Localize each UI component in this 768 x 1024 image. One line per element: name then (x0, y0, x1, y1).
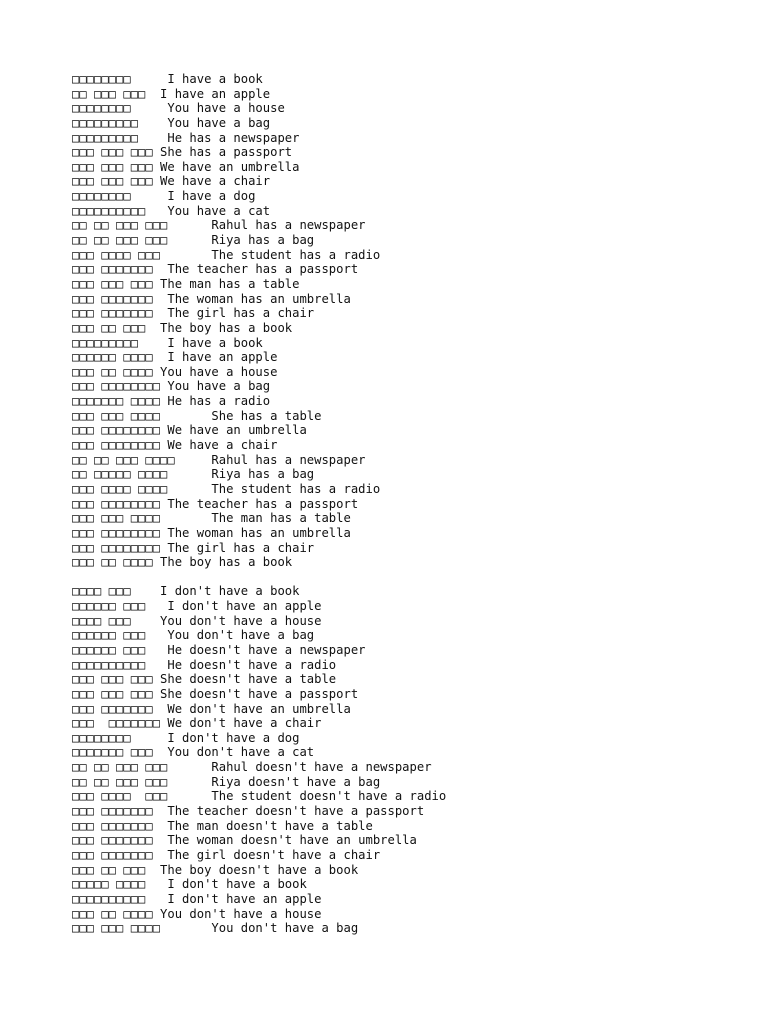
sentence-line: □□□ □□ □□□□ The boy has a book (72, 555, 293, 570)
sentence-line: □□□ □□□□□□□□ You have a bag (72, 379, 271, 394)
sentence-line: □□□□□□□ □□□□ He has a radio (72, 394, 271, 409)
sentence-line: □□ □□ □□□ □□□□ Rahul has a newspaper (72, 452, 366, 467)
sentence-line: □□□ □□ □□□ The boy has a book (72, 320, 293, 335)
sentence-line: □□□ □□□□□□□ The man doesn't have a table (72, 818, 373, 833)
sentence-line: □□□ □□□□ □□□ The student has a radio (72, 247, 381, 262)
sentence-line: □□□□□□ □□□ You don't have a bag (72, 628, 315, 643)
sentence-line: □□□ □□□□□□□ The teacher doesn't have a passport (72, 804, 425, 819)
sentence-line: □□ □□ □□□ □□□ Rahul doesn't have a newspaper (72, 760, 432, 775)
sentence-line: □□□□□□□ □□□ You don't have a cat (72, 745, 315, 760)
sentence-line: □□□ □□ □□□ The boy doesn't have a book (72, 862, 359, 877)
sentence-line: □□□□□□□□ I have a book (72, 72, 263, 86)
blank-line (72, 570, 446, 585)
sentence-line: □□ □□ □□□ □□□ Riya doesn't have a bag (72, 774, 381, 789)
sentence-line: □□ □□ □□□ □□□ Rahul has a newspaper (72, 218, 366, 233)
sentence-line: □□□□□□□□□ He has a newspaper (72, 130, 300, 145)
sentence-line: □□ □□ □□□ □□□ Riya has a bag (72, 233, 315, 248)
sentence-line: □□□ □□ □□□□ You don't have a house (72, 906, 322, 921)
sentence-line: □□□□□□ □□□ He doesn't have a newspaper (72, 642, 366, 657)
sentence-line: □□□ □□□□□□□□ We have a chair (72, 438, 278, 453)
sentence-line: □□□□□□ □□□ I don't have an apple (72, 599, 322, 614)
sentence-line: □□□ □□□□ □□□ The student doesn't have a radio (72, 789, 447, 804)
sentence-line: □□□ □□□□ □□□□ The student has a radio (72, 481, 381, 496)
sentence-line: □□□□□□□□□□ You have a cat (72, 203, 271, 218)
sentence-line: □□□ □□□ □□□□ The man has a table (72, 511, 351, 526)
sentence-line: □□□ □□□□□□□ The woman has an umbrella (72, 291, 351, 306)
sentence-line: □□□ □□□ □□□ She has a passport (72, 145, 293, 160)
sentence-line: □□□ □□□□□□□□ We have an umbrella (72, 423, 307, 438)
sentence-line: □□□ □□□□□□□ We don't have a chair (72, 716, 322, 731)
sentence-line: □□□ □□□ □□□□ She has a table (72, 408, 322, 423)
sentence-line: □□□ □□□ □□□ The man has a table (72, 276, 300, 291)
sentence-list (72, 72, 446, 936)
sentence-line: □□□ □□□□□□□□ The woman has an umbrella (72, 525, 351, 540)
sentence-line: □□□ □□□□□□□ The girl doesn't have a chair (72, 847, 381, 862)
sentence-line: □□□□□□ □□□□ I have an apple (72, 350, 278, 365)
sentence-line: □□□□ □□□ I don't have a book (72, 584, 300, 599)
sentence-line: □□ □□□□□ □□□□ Riya has a bag (72, 467, 315, 482)
sentence-line: □□□□□□□□ I have a dog (72, 189, 256, 204)
sentence-line: □□□ □□□ □□□ She doesn't have a passport (72, 686, 359, 701)
sentence-line: □□□□□□□□□□ He doesn't have a radio (72, 657, 337, 672)
sentence-line: □□□ □□□ □□□□ You don't have a bag (72, 921, 359, 936)
sentence-line: □□□ □□ □□□□ You have a house (72, 364, 278, 379)
sentence-line: □□□ □□□□□□□□ The teacher has a passport (72, 496, 359, 511)
sentence-line: □□ □□□ □□□ I have an apple (72, 86, 271, 101)
sentence-line: □□□ □□□□□□□ The woman doesn't have an umbrella (72, 833, 417, 848)
sentence-line: □□□□□□□□□□ I don't have an apple (72, 891, 322, 906)
sentence-line: □□□ □□□ □□□ We have a chair (72, 174, 271, 189)
sentence-line: □□□□□□□□□ You have a bag (72, 115, 271, 130)
sentence-line: □□□ □□□ □□□ We have an umbrella (72, 159, 300, 174)
sentence-line: □□□ □□□□□□□ The teacher has a passport (72, 262, 359, 277)
sentence-line: □□□□□□□□□ I have a book (72, 335, 263, 350)
sentence-line: □□□□□□□□ You have a house (72, 101, 285, 116)
sentence-line: □□□ □□□ □□□ She doesn't have a table (72, 672, 337, 687)
sentence-line: □□□ □□□□□□□□ The girl has a chair (72, 540, 315, 555)
sentence-line: □□□ □□□□□□□ We don't have an umbrella (72, 701, 351, 716)
sentence-line: □□□ □□□□□□□ The girl has a chair (72, 306, 315, 321)
sentence-line: □□□□□□□□ I don't have a dog (72, 730, 300, 745)
sentence-line: □□□□ □□□ You don't have a house (72, 613, 322, 628)
sentence-line: □□□□□ □□□□ I don't have a book (72, 877, 307, 892)
